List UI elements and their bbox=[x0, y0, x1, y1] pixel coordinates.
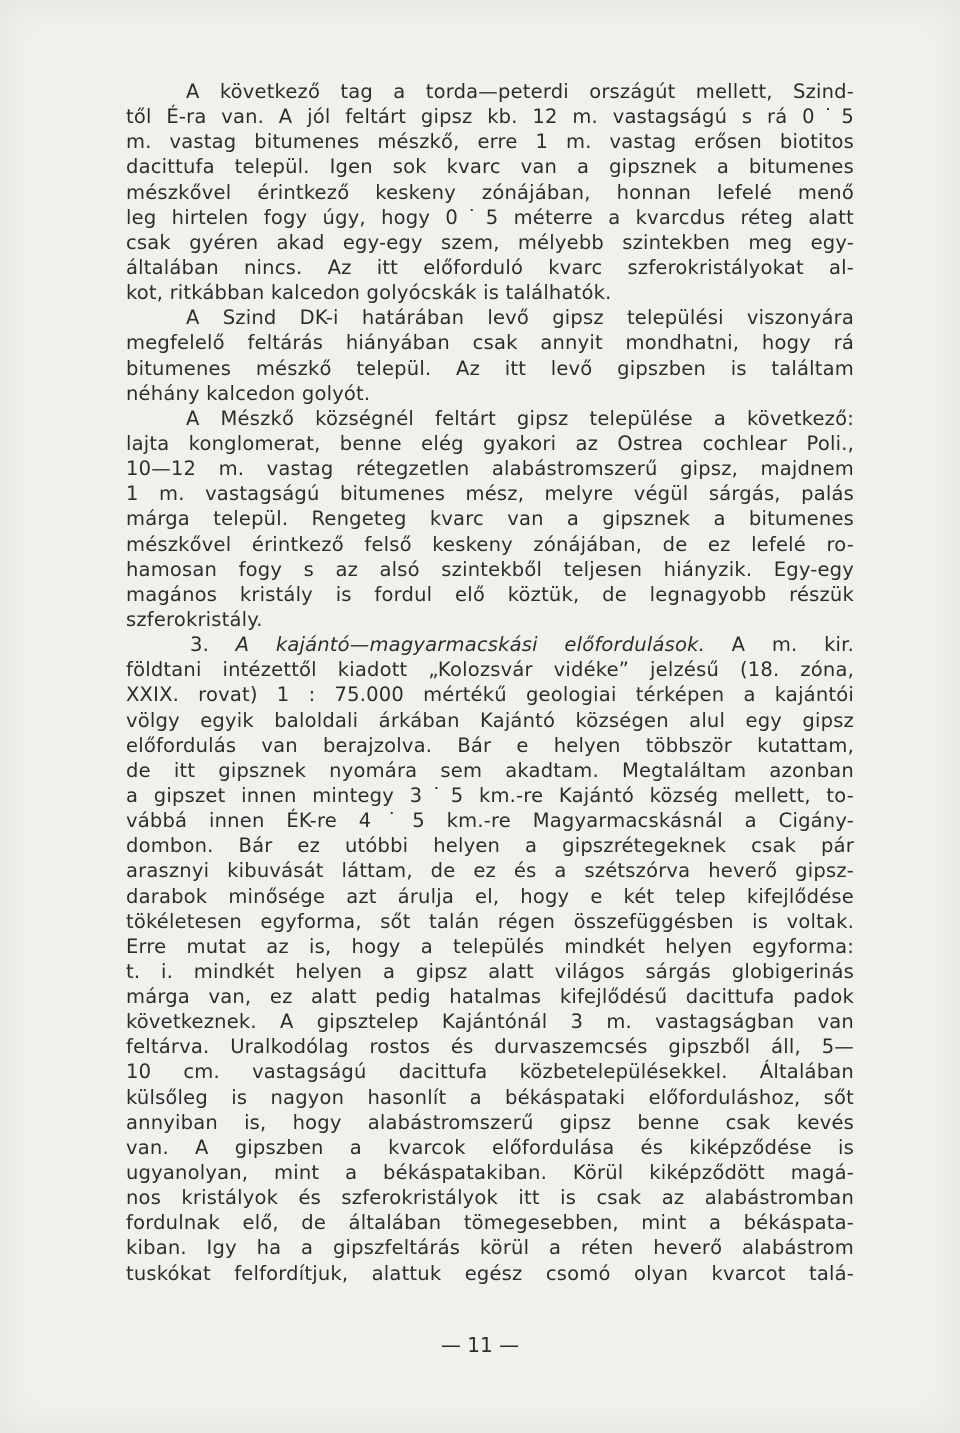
text-line: vábbá innen ÉK-re 4˙5 km.-re Magyarmacskásnál a Cigány- bbox=[126, 809, 854, 833]
text-line: A Szind DK-i határában levő gipsz települési viszonyára bbox=[186, 306, 854, 330]
text-line: kiban. Igy ha a gipszfeltárás körül a réten heverő alabástrom bbox=[126, 1236, 854, 1260]
text-line: völgy egyik baloldali árkában Kajántó községen alul egy gipsz bbox=[126, 708, 854, 732]
text-line: bitumenes mészkő települ. Az itt levő gipszben is találtam bbox=[126, 356, 854, 380]
text-line: márga van, ez alatt pedig hatalmas kifejlődésű dacittufa padok bbox=[126, 985, 854, 1009]
text-line: XXIX. rovat) 1 : 75.000 mértékű geologiai térképen a kajántói bbox=[126, 683, 854, 707]
text-line: fordulnak elő, de általában tömegesebben, mint a békáspata- bbox=[126, 1211, 854, 1235]
page-number: — 11 — bbox=[440, 1333, 520, 1357]
text-line: néhány kalcedon golyót. bbox=[126, 381, 371, 405]
text-line: tuskókat felfordítjuk, alattuk egész csomó olyan kvarcot talá- bbox=[126, 1261, 854, 1285]
text-line: megfelelő feltárás hiányában csak annyit mondhatni, hogy rá bbox=[126, 331, 854, 355]
text-line: m. vastag bitumenes mészkő, erre 1 m. vastag erősen biotitos bbox=[126, 130, 854, 154]
text-line: dombon. Bár ez utóbbi helyen a gipszrétegeknek csak pár bbox=[126, 834, 854, 858]
text-line: ugyanolyan, mint a békáspatakiban. Körül kiképződött magá- bbox=[126, 1161, 854, 1185]
text-line: csak gyéren akad egy-egy szem, mélyebb szintekben meg egy- bbox=[126, 230, 854, 254]
text-line: földtani intézettől kiadott „Kolozsvár vidéke” jelzésű (18. zóna, bbox=[126, 658, 854, 682]
text-line: hamosan fogy s az alsó szintekből teljesen hiányzik. Egy-egy bbox=[126, 557, 854, 581]
text-line: leg hirtelen fogy úgy, hogy 0˙5 méterre a kvarcdus réteg alatt bbox=[126, 205, 854, 229]
text-line: től É-ra van. A jól feltárt gipsz kb. 12 m. vastagságú s rá 0˙5 bbox=[126, 105, 854, 129]
text-line: következnek. A gipsztelep Kajántónál 3 m. vastagságban van bbox=[126, 1010, 854, 1034]
text-line: nos kristályok és szferokristályok itt is csak az alabástromban bbox=[126, 1186, 854, 1210]
section-title: A kajántó—magyarmacskási előfordulások. bbox=[235, 633, 706, 657]
text-line: általában nincs. Az itt előforduló kvarc szferokristályokat al- bbox=[126, 255, 854, 279]
text-line: a gipszet innen mintegy 3˙5 km.-re Kajántó község mellett, to- bbox=[126, 783, 854, 807]
text-line: darabok minősége azt árulja el, hogy e két telep kifejlődése bbox=[126, 884, 854, 908]
text-line: szferokristály. bbox=[126, 607, 263, 631]
text-line: külsőleg is nagyon hasonlít a békáspataki előforduláshoz, sőt bbox=[126, 1085, 854, 1109]
section-heading-line bbox=[126, 632, 854, 657]
text-line: előfordulás van berajzolva. Bár e helyen többször kutattam, bbox=[126, 733, 854, 757]
text-line: feltárva. Uralkodólag rostos és durvaszemcsés gipszből áll, 5— bbox=[126, 1035, 854, 1059]
text-line: dacittufa települ. Igen sok kvarc van a gipsznek a bitumenes bbox=[126, 155, 854, 179]
text-line: mészkővel érintkező keskeny zónájában, honnan lefelé menő bbox=[126, 180, 854, 204]
text-line: de itt gipsznek nyomára sem akadtam. Megtaláltam azonban bbox=[126, 758, 854, 782]
text-line: annyiban is, hogy alabástromszerű gipsz benne csak kevés bbox=[126, 1110, 854, 1134]
text-line: t. i. mindkét helyen a gipsz alatt világos sárgás globigerinás bbox=[126, 959, 854, 983]
text-line: mészkővel érintkező felső keskeny zónájában, de ez lefelé ro- bbox=[126, 532, 854, 556]
text-line: A Mészkő községnél feltárt gipsz települése a következő: bbox=[186, 406, 854, 430]
text-line: lajta konglomerat, benne elég gyakori az Ostrea cochlear Poli., bbox=[126, 431, 854, 455]
text-line: 10 cm. vastagságú dacittufa közbetelepülésekkel. Általában bbox=[126, 1060, 854, 1084]
text-line: Erre mutat az is, hogy a település mindkét helyen egyforma: bbox=[126, 934, 854, 958]
text-line: A következő tag a torda—peterdi országút mellett, Szind- bbox=[186, 80, 854, 103]
text-line: kot, ritkábban kalcedon golyócskák is találhatók. bbox=[126, 281, 612, 305]
heading-line-rest: A m. kir. bbox=[731, 633, 855, 657]
text-line: arasznyi kibuvását láttam, de ez és a szétszórva heverő gipsz- bbox=[126, 859, 854, 883]
body-text bbox=[126, 79, 854, 1286]
text-line: van. A gipszben a kvarcok előfordulása és kiképződése is bbox=[126, 1135, 854, 1159]
section-number: 3. bbox=[190, 633, 210, 657]
text-line: 10—12 m. vastag rétegzetlen alabástromszerű gipsz, majdnem bbox=[126, 457, 854, 481]
text-line: 1 m. vastagságú bitumenes mész, melyre végül sárgás, palás bbox=[126, 482, 854, 506]
text-line: márga települ. Rengeteg kvarc van a gipsznek a bitumenes bbox=[126, 507, 854, 531]
text-line: tökéletesen egyforma, sőt talán régen összefüggésben is voltak. bbox=[126, 909, 854, 933]
text-line: magános kristály is fordul elő köztük, de legnagyobb részük bbox=[126, 582, 854, 606]
